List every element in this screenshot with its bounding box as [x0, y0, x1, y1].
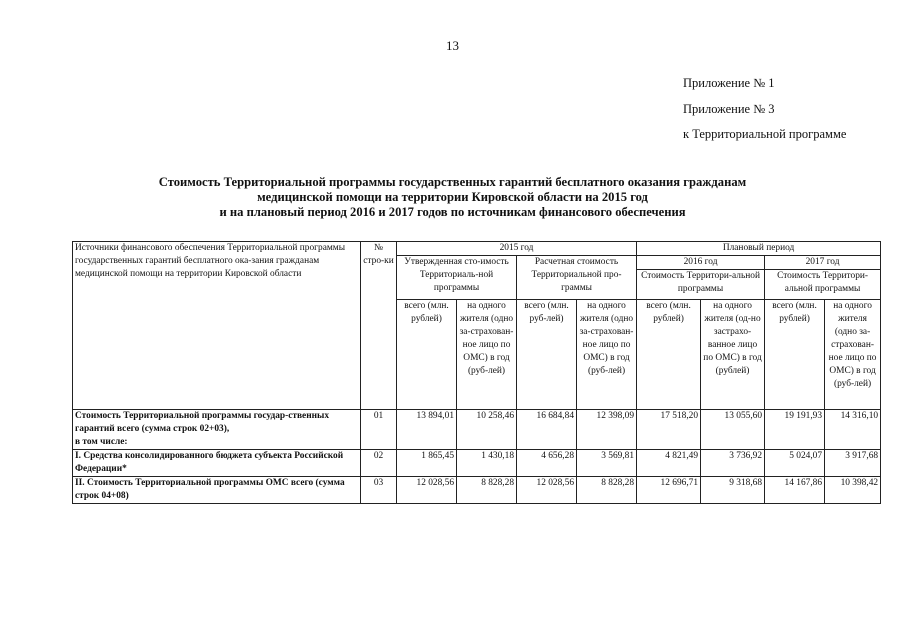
header-year-2016: 2016 год	[637, 256, 765, 270]
cell-value: 17 518,20	[637, 410, 701, 450]
header-cost-2016: Стоимость Территори-альной программы	[637, 270, 765, 300]
header-per-capita-2016: на одного жителя (од-но застрахо-ванное лицо по ОМС) в год (рублей)	[701, 300, 765, 410]
cell-value: 4 821,49	[637, 450, 701, 477]
cell-value: 13 055,60	[701, 410, 765, 450]
header-approved-cost: Утвержденная сто-имость Территориаль-ной программы	[397, 256, 517, 300]
cell-value: 9 318,68	[701, 477, 765, 504]
row-number: 03	[361, 477, 397, 504]
cell-value: 3 917,68	[825, 450, 881, 477]
header-total-2016: всего (млн. рублей)	[637, 300, 701, 410]
row-label: I. Средства консолидированного бюджета субъекта Российской Федерации*	[73, 450, 361, 477]
page-number: 13	[446, 38, 459, 53]
header-per-capita-2015-approved: на одного жителя (одно за-страхован-ное лицо по ОМС) в год (руб-лей)	[457, 300, 517, 410]
funding-sources-table	[72, 241, 881, 504]
cell-value: 4 656,28	[517, 450, 577, 477]
table-row	[73, 450, 881, 477]
header-estimated-cost: Расчетная стоимость Территориальной про-граммы	[517, 256, 637, 300]
header-total-2015-approved: всего (млн. рублей)	[397, 300, 457, 410]
cell-value: 16 684,84	[517, 410, 577, 450]
cell-value: 19 191,93	[765, 410, 825, 450]
table-row	[73, 477, 881, 504]
header-per-capita-2015-estimated: на одного жителя (одно за-страхован-ное лицо по ОМС) в год (руб-лей)	[577, 300, 637, 410]
cell-value: 3 569,81	[577, 450, 637, 477]
header-per-capita-2017: на одного жителя (одно за-страхован-ное лицо по ОМС) в год (руб-лей)	[825, 300, 881, 410]
row-label: II. Стоимость Территориальной программы ОМС всего (сумма строк 04+08)	[73, 477, 361, 504]
header-year-2015: 2015 год	[397, 242, 637, 256]
header-total-2017: всего (млн. рублей)	[765, 300, 825, 410]
header-planned-period: Плановый период	[637, 242, 881, 256]
cell-value: 12 028,56	[517, 477, 577, 504]
cell-value: 14 316,10	[825, 410, 881, 450]
cell-value: 14 167,86	[765, 477, 825, 504]
appendix-line-2: Приложение № 3	[683, 102, 775, 116]
cell-value: 3 736,92	[701, 450, 765, 477]
cell-value: 1 865,45	[397, 450, 457, 477]
table-row	[73, 410, 881, 450]
cell-value: 12 398,09	[577, 410, 637, 450]
cell-value: 10 258,46	[457, 410, 517, 450]
title-line-1: Стоимость Территориальной программы государственных гарантий бесплатного оказания гражданам	[158, 175, 747, 189]
row-number: 01	[361, 410, 397, 450]
header-source: Источники финансового обеспечения Территориальной программы государственных гарантий бесплатного ока-зания гражданам медицинской помощи на территории Кировской области	[73, 242, 361, 410]
cell-value: 5 024,07	[765, 450, 825, 477]
appendix-line-3: к Территориальной программе	[683, 127, 847, 141]
cell-value: 1 430,18	[457, 450, 517, 477]
cell-value: 12 028,56	[397, 477, 457, 504]
document-title	[80, 175, 825, 220]
header-cost-2017: Стоимость Территори-альной программы	[765, 270, 881, 300]
header-total-2015-estimated: всего (млн. руб-лей)	[517, 300, 577, 410]
row-label: Стоимость Территориальной программы государ-ственных гарантий всего (сумма строк 02+03),	[75, 411, 330, 434]
header-line-number: № стро-ки	[361, 242, 397, 410]
cell-value: 8 828,28	[457, 477, 517, 504]
appendix-line-1: Приложение № 1	[683, 76, 775, 90]
title-line-3: и на плановый период 2016 и 2017 годов по источникам финансового обеспечения	[219, 205, 686, 219]
row-label-extra: в том числе:	[75, 437, 128, 447]
row-number: 02	[361, 450, 397, 477]
cell-value: 10 398,42	[825, 477, 881, 504]
header-year-2017: 2017 год	[765, 256, 881, 270]
title-line-2: медицинской помощи на территории Кировской области на 2015 год	[257, 190, 648, 204]
cell-value: 12 696,71	[637, 477, 701, 504]
cell-value: 8 828,28	[577, 477, 637, 504]
cell-value: 13 894,01	[397, 410, 457, 450]
